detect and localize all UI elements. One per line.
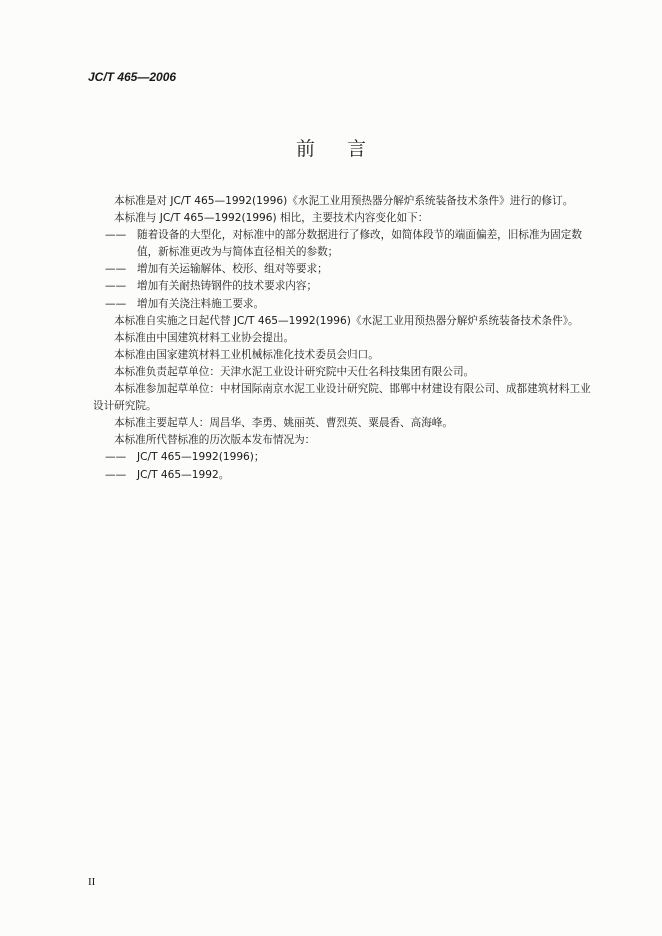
history-item-text: JC/T 465—1992。 [137,468,230,481]
list-item [93,261,601,278]
list-dash: —— [105,297,127,310]
paragraph-history-intro: 本标准所代替标准的历次版本发布情况为： [114,434,316,447]
paragraph-drafting-participants: 本标准参加起草单位：中材国际南京水泥工业设计研究院、邯郸中材建设有限公司、成都建筑材料工业设计研究院。 [93,383,591,413]
history-item [93,467,601,484]
list-item-text: 增加有关浇注料施工要求。 [137,297,265,310]
paragraph-drafting-lead: 本标准负责起草单位：天津水泥工业设计研究院中天仕名科技集团有限公司。 [114,365,475,378]
list-item-text: 增加有关运输解体、校形、组对等要求； [137,263,328,276]
list-dash: —— [105,280,127,293]
paragraph-committee: 本标准由国家建筑材料工业机械标准化技术委员会归口。 [114,348,379,361]
history-item [93,449,601,466]
paragraph-revision: 本标准是对 JC/T 465—1992(1996)《水泥工业用预热器分解炉系统装备技术条件》进行的修订。 [114,195,574,207]
page-title: 前言 [295,138,398,160]
paragraph-changes-intro: 本标准与 JC/T 465—1992(1996) 相比，主要技术内容变化如下： [114,212,429,225]
history-item-text: JC/T 465—1992(1996)； [137,451,265,464]
list-item-text: 增加有关耐热铸钢件的技术要求内容； [137,280,318,293]
list-item-text: 随着设备的大型化，对标准中的部分数据进行了修改，如简体段节的端面偏差，旧标准为固定数值，新标准更改为与简体直径相关的参数； [137,229,582,259]
paragraph-proposer: 本标准由中国建筑材料工业协会提出。 [114,331,295,344]
paragraph-replaces: 本标准自实施之日起代替 JC/T 465—1992(1996)《水泥工业用预热器分解炉系统装备技术条件》。 [114,314,579,327]
list-item [93,278,601,295]
list-item [93,227,601,261]
list-item [93,296,601,313]
list-dash: —— [105,451,127,464]
foreword-body [93,193,601,484]
page-number: II [88,876,96,888]
list-dash: —— [105,468,127,481]
paragraph-drafters: 本标准主要起草人：周昌华、李勇、姚丽英、曹烈英、粟晨香、高海峰。 [114,417,453,430]
list-dash: —— [105,263,127,276]
document-code: JC/T 465—2006 [88,70,177,84]
list-dash: —— [105,229,127,242]
